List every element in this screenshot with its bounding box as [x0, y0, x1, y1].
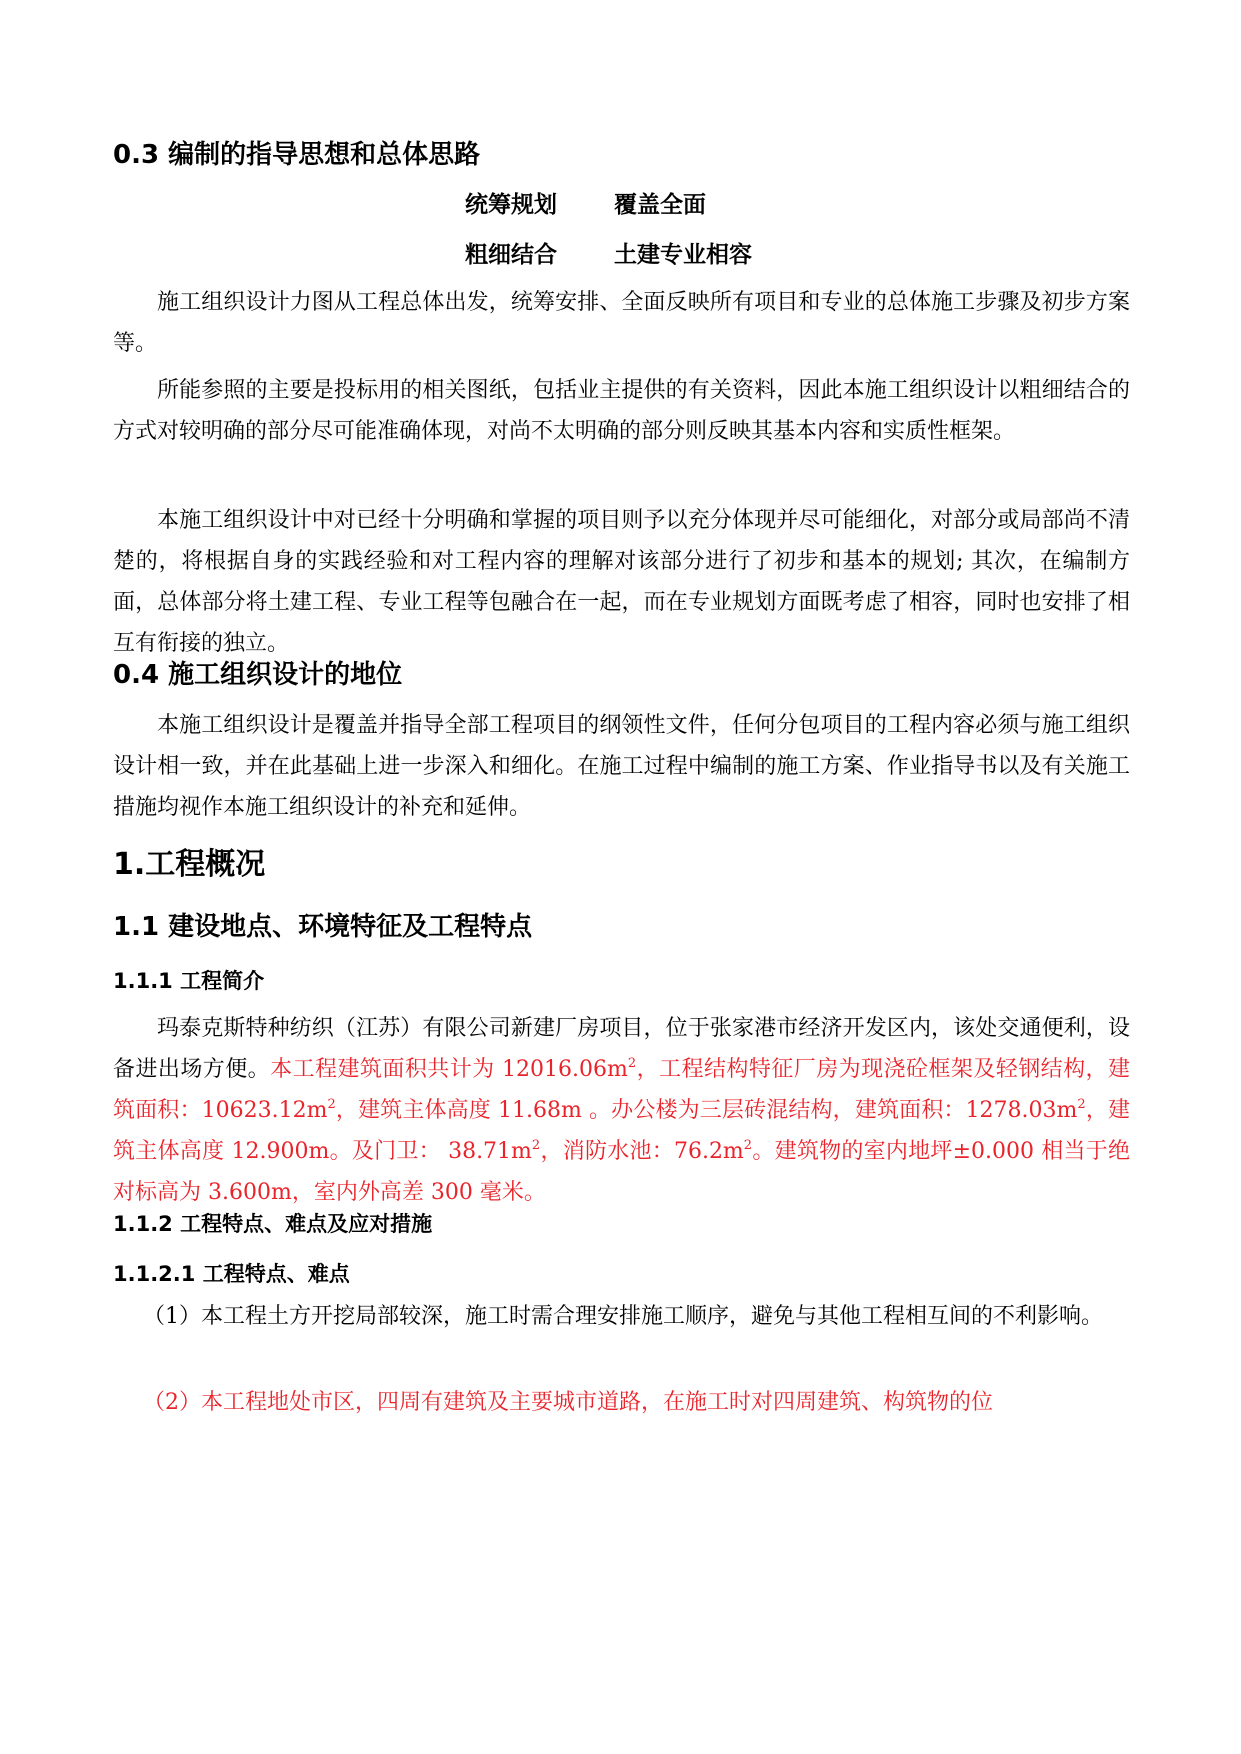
section-heading-0-3: 0.3 编制的指导思想和总体思路	[113, 140, 481, 170]
paragraph-project-intro	[113, 1008, 1130, 1213]
intro-elevation-text: 。建筑物的室内地坪±0.000 相当于绝对标高为 3.600m，室内外高差 300 毫米。	[113, 1139, 1130, 1205]
paragraph-1: 施工组织设计力图从工程总体出发，统筹安排、全面反映所有项目和专业的总体施工步骤及初步方案等。	[113, 290, 1130, 356]
paragraph-4: 本施工组织设计是覆盖并指导全部工程项目的纲领性文件，任何分包项目的工程内容必须与施工组织设计相一致，并在此基础上进一步深入和细化。在施工过程中编制的施工方案、作业指导书以及有关施工措施均视作本施工组织设计的补充和延伸。	[113, 713, 1130, 820]
superscript: 2	[327, 1097, 336, 1112]
intro-text: 玛泰克斯特种纺织（江苏）有限公司新建厂房项目，位于张家港市经济开发区内，该处交通便利，设备进出场方便。	[113, 1016, 1130, 1082]
section-heading-0-4: 0.4 施工组织设计的地位	[113, 660, 403, 690]
intro-structure-text: ，工程结构特征厂房为现浇砼框架及轻钢结构，建筑面积：10623.12m	[113, 1057, 1130, 1123]
section-heading-1-1: 1.1 建设地点、环境特征及工程特点	[113, 912, 533, 942]
paragraph-2: 所能参照的主要是投标用的相关图纸，包括业主提供的有关资料，因此本施工组织设计以粗细结合的方式对较明确的部分尽可能准确体现，对尚不太明确的部分则反映其基本内容和实质性框架。	[113, 378, 1130, 444]
motto-row1-left: 统筹规划	[465, 192, 557, 218]
motto-row2-right: 土建专业相容	[614, 242, 752, 268]
superscript: 2	[627, 1056, 637, 1071]
motto-row2-left: 粗细结合	[465, 242, 557, 268]
intro-office-text: ，建筑主体高度 11.68m 。办公楼为三层砖混结构，建筑面积：1278.03m	[335, 1098, 1078, 1123]
motto-row1-right: 覆盖全面	[614, 192, 706, 218]
chapter-heading-1: 1.工程概况	[113, 847, 266, 882]
paragraph-difficulty-1: （1）本工程土方开挖局部较深，施工时需合理安排施工顺序，避免与其他工程相互间的不利影响。	[143, 1304, 1104, 1329]
superscript: 2	[743, 1138, 753, 1153]
subsection-heading-1-1-2: 1.1.2 工程特点、难点及应对措施	[113, 1212, 433, 1236]
paragraph-difficulty-2: （2）本工程地处市区，四周有建筑及主要城市道路，在施工时对四周建筑、构筑物的位	[143, 1390, 993, 1415]
paragraph-3: 本施工组织设计中对已经十分明确和掌握的项目则予以充分体现并尽可能细化，对部分或局部尚不清楚的，将根据自身的实践经验和对工程内容的理解对该部分进行了初步和基本的规划; 其次，在编制方面，总体部分将土建工程、专业工程等包融合在一起，而在专业规划方面既考虑了相容，同时也安排了相互有衔接的独立。	[113, 508, 1130, 656]
superscript: 2	[1077, 1097, 1086, 1112]
intro-gate-text: ，建筑主体高度 12.900m。及门卫： 38.71m	[113, 1098, 1130, 1164]
intro-pool-text: ，消防水池：76.2m	[540, 1139, 744, 1164]
subsection-heading-1-1-2-1: 1.1.2.1 工程特点、难点	[113, 1262, 350, 1286]
intro-area-text: 本工程建筑面积共计为 12016.06m	[270, 1057, 628, 1082]
superscript: 2	[531, 1138, 541, 1153]
subsection-heading-1-1-1: 1.1.1 工程简介	[113, 969, 265, 993]
